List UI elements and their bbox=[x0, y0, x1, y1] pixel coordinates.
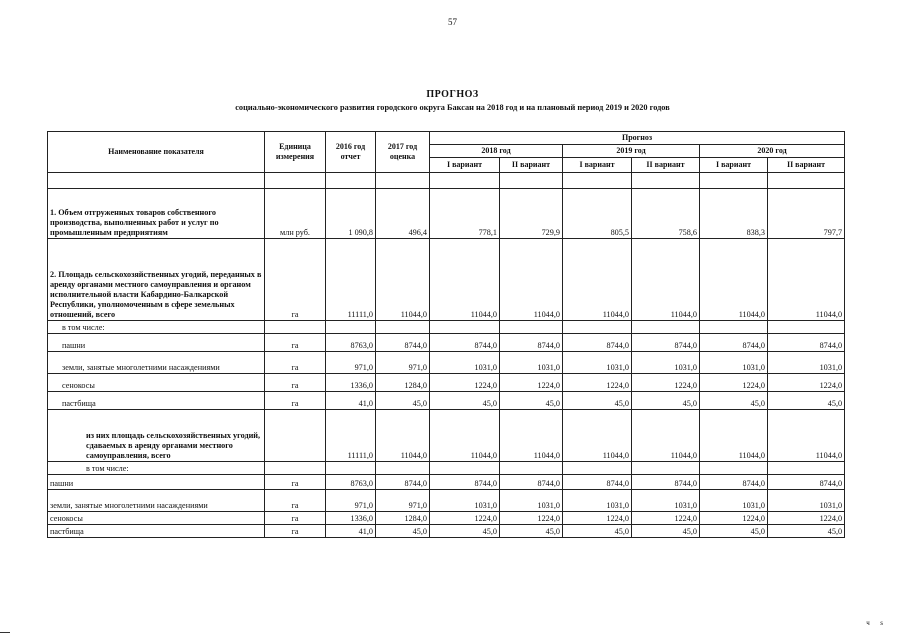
row-unit: га bbox=[265, 525, 326, 538]
row-unit bbox=[265, 462, 326, 475]
row-value bbox=[500, 321, 563, 334]
row-value: 8744,0 bbox=[768, 334, 845, 352]
row-value: 1224,0 bbox=[500, 374, 563, 392]
row-value: 45,0 bbox=[700, 525, 768, 538]
row-value: 11044,0 bbox=[563, 239, 632, 321]
row-value bbox=[700, 462, 768, 475]
row-value: 8744,0 bbox=[376, 475, 430, 490]
row-value: 1224,0 bbox=[500, 512, 563, 525]
row-value bbox=[632, 321, 700, 334]
row-value: 8744,0 bbox=[430, 475, 500, 490]
row-value: 45,0 bbox=[376, 392, 430, 410]
row-value: 45,0 bbox=[632, 525, 700, 538]
row-value: 1224,0 bbox=[700, 512, 768, 525]
row-name: сенокосы bbox=[48, 512, 265, 525]
header-2017: 2017 год оценка bbox=[376, 132, 430, 173]
row-value: 1031,0 bbox=[700, 490, 768, 512]
row-value: 11044,0 bbox=[768, 239, 845, 321]
table-row bbox=[48, 334, 845, 352]
table-row bbox=[48, 410, 845, 462]
row-name: пашни bbox=[48, 334, 265, 352]
row-unit: га bbox=[265, 334, 326, 352]
row-value: 8763,0 bbox=[326, 475, 376, 490]
row-value: 1224,0 bbox=[430, 512, 500, 525]
row-value: 8744,0 bbox=[430, 334, 500, 352]
row-value: 1031,0 bbox=[500, 352, 563, 374]
row-value: 1031,0 bbox=[563, 490, 632, 512]
row-value: 1031,0 bbox=[700, 352, 768, 374]
header-2016: 2016 год отчет bbox=[326, 132, 376, 173]
header-forecast: Прогноз bbox=[430, 132, 845, 145]
row-value: 778,1 bbox=[430, 189, 500, 239]
header-name: Наименование показателя bbox=[48, 132, 265, 173]
row-value: 1031,0 bbox=[430, 352, 500, 374]
row-value: 8744,0 bbox=[563, 475, 632, 490]
row-value bbox=[632, 462, 700, 475]
row-value: 8744,0 bbox=[500, 334, 563, 352]
row-value bbox=[500, 462, 563, 475]
row-value: 8744,0 bbox=[500, 475, 563, 490]
row-value: 11044,0 bbox=[700, 410, 768, 462]
row-value: 45,0 bbox=[563, 392, 632, 410]
row-value: 496,4 bbox=[376, 189, 430, 239]
row-value: 971,0 bbox=[376, 352, 430, 374]
row-value: 1336,0 bbox=[326, 374, 376, 392]
header-variant-1: I вариант bbox=[563, 158, 632, 173]
row-value bbox=[768, 462, 845, 475]
row-unit: млн руб. bbox=[265, 189, 326, 239]
row-value: 45,0 bbox=[500, 392, 563, 410]
row-value: 11044,0 bbox=[430, 239, 500, 321]
row-value: 45,0 bbox=[500, 525, 563, 538]
row-value: 11044,0 bbox=[430, 410, 500, 462]
row-value bbox=[376, 321, 430, 334]
scan-mark: ч s bbox=[866, 619, 883, 627]
row-name: земли, занятые многолетними насаждениями bbox=[48, 490, 265, 512]
table-row bbox=[48, 189, 845, 239]
row-unit: га bbox=[265, 374, 326, 392]
row-value: 45,0 bbox=[563, 525, 632, 538]
header-2019: 2019 год bbox=[563, 145, 700, 158]
row-value: 1031,0 bbox=[768, 490, 845, 512]
row-value: 11044,0 bbox=[500, 410, 563, 462]
row-value: 45,0 bbox=[768, 392, 845, 410]
row-name: пастбища bbox=[48, 392, 265, 410]
row-value: 11044,0 bbox=[632, 410, 700, 462]
row-value: 11044,0 bbox=[376, 410, 430, 462]
row-value: 11044,0 bbox=[768, 410, 845, 462]
row-name: пастбища bbox=[48, 525, 265, 538]
row-value: 8763,0 bbox=[326, 334, 376, 352]
row-value: 8744,0 bbox=[700, 334, 768, 352]
table-row bbox=[48, 392, 845, 410]
table-row bbox=[48, 475, 845, 490]
forecast-table bbox=[47, 131, 845, 538]
row-value: 11111,0 bbox=[326, 410, 376, 462]
row-unit: га bbox=[265, 512, 326, 525]
row-value: 45,0 bbox=[768, 525, 845, 538]
row-value: 11044,0 bbox=[500, 239, 563, 321]
row-value: 11044,0 bbox=[700, 239, 768, 321]
header-unit: Единица измерения bbox=[265, 132, 326, 173]
row-value bbox=[700, 321, 768, 334]
row-value: 797,7 bbox=[768, 189, 845, 239]
row-unit: га bbox=[265, 490, 326, 512]
row-value: 758,6 bbox=[632, 189, 700, 239]
row-value: 1224,0 bbox=[632, 374, 700, 392]
row-value: 11111,0 bbox=[326, 239, 376, 321]
row-value bbox=[376, 462, 430, 475]
table-row bbox=[48, 321, 845, 334]
row-value: 1224,0 bbox=[700, 374, 768, 392]
row-value: 1284,0 bbox=[376, 512, 430, 525]
table-row bbox=[48, 490, 845, 512]
row-value: 8744,0 bbox=[632, 475, 700, 490]
row-value: 8744,0 bbox=[563, 334, 632, 352]
row-value: 8744,0 bbox=[632, 334, 700, 352]
row-name: сенокосы bbox=[48, 374, 265, 392]
row-unit: га bbox=[265, 392, 326, 410]
row-value: 1031,0 bbox=[430, 490, 500, 512]
document-title: ПРОГНОЗ bbox=[426, 89, 479, 100]
row-value: 1336,0 bbox=[326, 512, 376, 525]
header-variant-2: II вариант bbox=[632, 158, 700, 173]
row-value: 1031,0 bbox=[632, 352, 700, 374]
row-name: 1. Объем отгруженных товаров собственного производства, выполненных работ и услуг по промышленным предприятиям bbox=[48, 189, 265, 239]
row-unit: га bbox=[265, 239, 326, 321]
row-value: 45,0 bbox=[430, 525, 500, 538]
row-value: 1031,0 bbox=[768, 352, 845, 374]
row-value: 1224,0 bbox=[768, 374, 845, 392]
row-value bbox=[430, 321, 500, 334]
row-value: 1224,0 bbox=[563, 374, 632, 392]
row-unit: га bbox=[265, 352, 326, 374]
row-value: 1031,0 bbox=[563, 352, 632, 374]
row-value: 45,0 bbox=[376, 525, 430, 538]
row-value: 1224,0 bbox=[563, 512, 632, 525]
row-name: из них площадь сельскохозяйственных угодий, сдаваемых в аренду органами местного самоуправления, всего bbox=[48, 410, 265, 462]
row-value: 805,5 bbox=[563, 189, 632, 239]
row-value bbox=[326, 321, 376, 334]
table-row bbox=[48, 239, 845, 321]
row-value: 11044,0 bbox=[632, 239, 700, 321]
header-variant-1: I вариант bbox=[430, 158, 500, 173]
row-value: 11044,0 bbox=[563, 410, 632, 462]
row-value: 1 090,8 bbox=[326, 189, 376, 239]
row-value: 971,0 bbox=[376, 490, 430, 512]
header-variant-2: II вариант bbox=[768, 158, 845, 173]
row-value: 45,0 bbox=[430, 392, 500, 410]
row-value: 1224,0 bbox=[632, 512, 700, 525]
row-value: 8744,0 bbox=[768, 475, 845, 490]
table-row bbox=[48, 462, 845, 475]
row-value: 1284,0 bbox=[376, 374, 430, 392]
row-unit bbox=[265, 321, 326, 334]
page-number: 57 bbox=[448, 17, 457, 27]
table-row bbox=[48, 374, 845, 392]
header-variant-1: I вариант bbox=[700, 158, 768, 173]
row-value: 1224,0 bbox=[430, 374, 500, 392]
row-name: 2. Площадь сельскохозяйственных угодий, переданных в аренду органами местного самоуправления и органом исполнительной власти Кабардино-Балкарской Республики, уполномоченным в сфере земельных отношений, всего bbox=[48, 239, 265, 321]
row-value: 45,0 bbox=[700, 392, 768, 410]
row-value bbox=[768, 321, 845, 334]
row-name: земли, занятые многолетними насаждениями bbox=[48, 352, 265, 374]
row-value: 41,0 bbox=[326, 525, 376, 538]
row-value: 1031,0 bbox=[500, 490, 563, 512]
row-value: 729,9 bbox=[500, 189, 563, 239]
row-value bbox=[430, 462, 500, 475]
row-value: 45,0 bbox=[632, 392, 700, 410]
row-value: 971,0 bbox=[326, 490, 376, 512]
header-variant-2: II вариант bbox=[500, 158, 563, 173]
row-value: 8744,0 bbox=[376, 334, 430, 352]
row-value: 1031,0 bbox=[632, 490, 700, 512]
row-value bbox=[563, 321, 632, 334]
table-row-spacer bbox=[48, 173, 845, 189]
header-2020: 2020 год bbox=[700, 145, 845, 158]
row-value: 11044,0 bbox=[376, 239, 430, 321]
row-value bbox=[563, 462, 632, 475]
row-value bbox=[326, 462, 376, 475]
table-row bbox=[48, 352, 845, 374]
row-value: 8744,0 bbox=[700, 475, 768, 490]
table-row bbox=[48, 512, 845, 525]
table-row bbox=[48, 525, 845, 538]
row-value: 838,3 bbox=[700, 189, 768, 239]
row-name: в том числе: bbox=[48, 462, 265, 475]
row-name: пашни bbox=[48, 475, 265, 490]
row-unit: га bbox=[265, 475, 326, 490]
row-value: 41,0 bbox=[326, 392, 376, 410]
row-name: в том числе: bbox=[48, 321, 265, 334]
table-body bbox=[48, 173, 845, 538]
header-2018: 2018 год bbox=[430, 145, 563, 158]
row-value: 1224,0 bbox=[768, 512, 845, 525]
document-subtitle: социально-экономического развития городского округа Баксан на 2018 год и на плановый период 2019 и 2020 годов bbox=[235, 103, 670, 112]
row-value: 971,0 bbox=[326, 352, 376, 374]
row-unit bbox=[265, 410, 326, 462]
